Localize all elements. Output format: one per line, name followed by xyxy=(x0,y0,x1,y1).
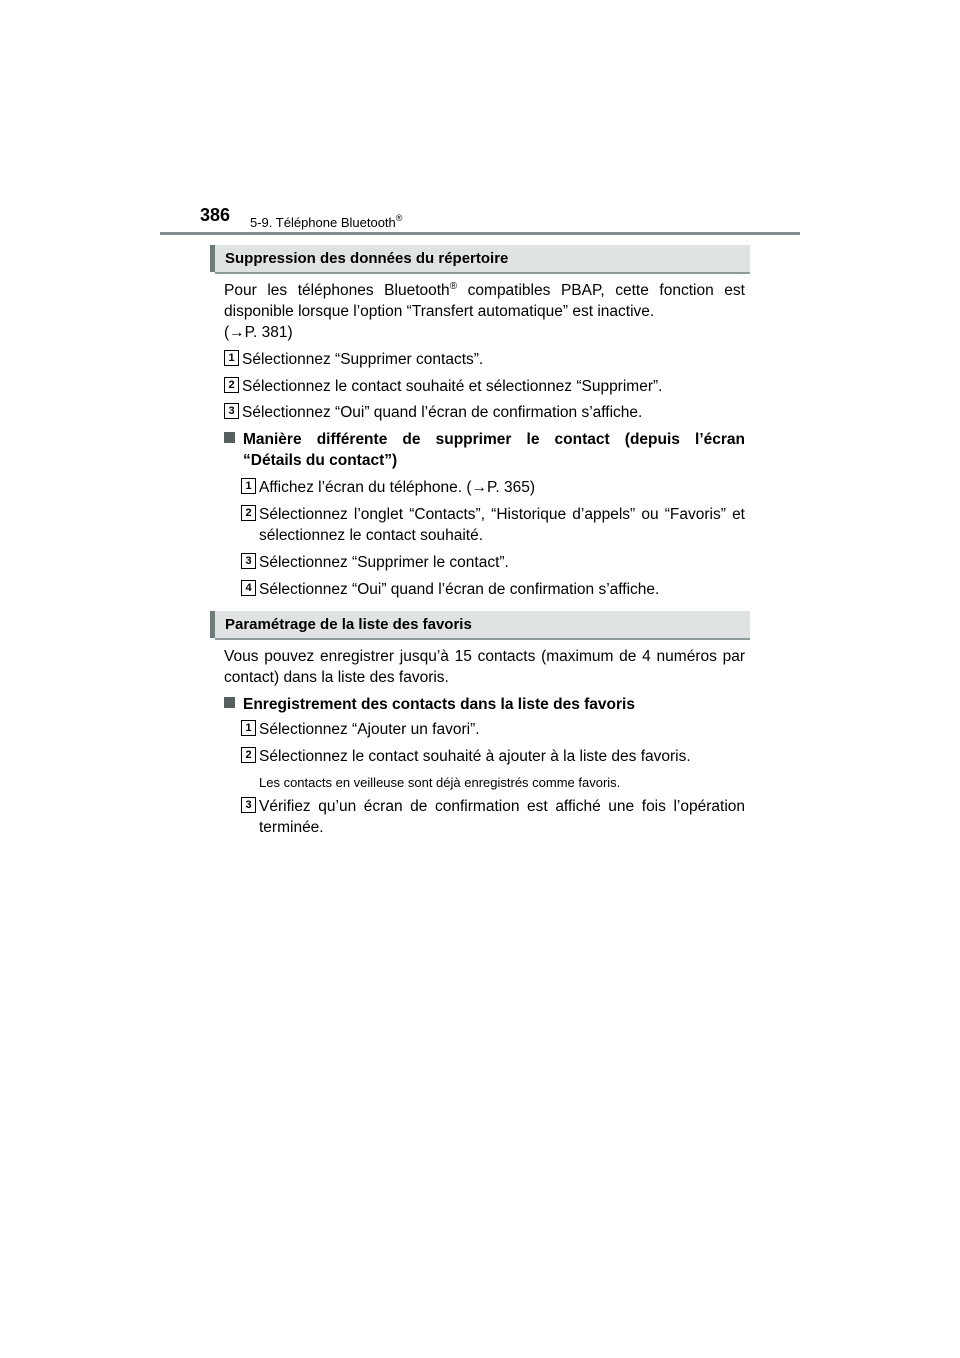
step-text: Affichez l’écran du téléphone. (→P. 365) xyxy=(259,479,536,496)
section-heading-suppression: Suppression des données du répertoire xyxy=(210,245,750,272)
step-text: Sélectionnez “Ajouter un favori”. xyxy=(259,721,480,738)
step-number-badge: 3 xyxy=(241,553,256,569)
page-header xyxy=(200,204,800,234)
sub-step-1 xyxy=(241,478,801,500)
favoris-note: Les contacts en veilleuse sont déjà enregistrés comme favoris. xyxy=(259,775,621,790)
sub-heading-alt-delete: Manière différente de supprimer le contact (depuis l’écran “Détails du contact”) xyxy=(224,429,745,471)
registered-mark: ® xyxy=(395,213,403,223)
sub-heading-favoris: Enregistrement des contacts dans la liste des favoris xyxy=(224,694,745,715)
step-text: Vérifiez qu’un écran de confirmation est affiché une fois l’opération terminée. xyxy=(259,798,745,836)
section1-intro: Pour les téléphones Bluetooth® compatibles PBAP, cette fonction est disponible lorsque l’option “Transfert automatique” est inactive. xyxy=(224,281,745,320)
fav-step-1 xyxy=(241,720,801,742)
step-1 xyxy=(224,350,784,372)
step-number-badge: 1 xyxy=(224,350,239,366)
step-number-badge: 2 xyxy=(224,377,239,393)
step-number-badge: 2 xyxy=(241,747,256,763)
section-heading-favoris: Paramétrage de la liste des favoris xyxy=(210,611,750,638)
step-number-badge: 3 xyxy=(241,797,256,813)
page-number: 386 xyxy=(200,205,231,225)
section2-intro: Vous pouvez enregistrer jusqu’à 15 contacts (maximum de 4 numéros par contact) dans la liste des favoris. xyxy=(224,648,745,686)
section1-page-ref: (→P. 381) xyxy=(224,324,293,341)
step-number-badge: 2 xyxy=(241,505,256,521)
step-text: Sélectionnez “Oui” quand l’écran de confirmation s’affiche. xyxy=(259,581,660,598)
step-number-badge: 4 xyxy=(241,580,256,596)
step-number-badge: 1 xyxy=(241,478,256,494)
step-text: Sélectionnez “Supprimer contacts”. xyxy=(242,351,484,368)
step-text: Sélectionnez le contact souhaité et sélectionnez “Supprimer”. xyxy=(242,378,663,395)
step-text: Sélectionnez “Supprimer le contact”. xyxy=(259,554,509,571)
sub-step-3 xyxy=(241,553,801,575)
step-number-badge: 1 xyxy=(241,720,256,736)
step-text: Sélectionnez “Oui” quand l’écran de confirmation s’affiche. xyxy=(242,404,643,421)
square-bullet-icon xyxy=(224,697,235,708)
step-2 xyxy=(224,377,784,399)
sub-step-4 xyxy=(241,580,801,602)
step-text: Sélectionnez le contact souhaité à ajouter à la liste des favoris. xyxy=(259,748,691,765)
registered-mark: ® xyxy=(449,281,458,292)
square-bullet-icon xyxy=(224,432,235,443)
header-rule xyxy=(160,232,800,235)
fav-step-2 xyxy=(241,747,801,769)
step-number-badge: 3 xyxy=(224,403,239,419)
step-3 xyxy=(224,403,784,425)
chapter-title: 5-9. Téléphone Bluetooth® xyxy=(250,213,403,230)
step-text: Sélectionnez l’onglet “Contacts”, “Historique d’appels” ou “Favoris” et sélectionnez le contact souhaité. xyxy=(259,506,745,544)
